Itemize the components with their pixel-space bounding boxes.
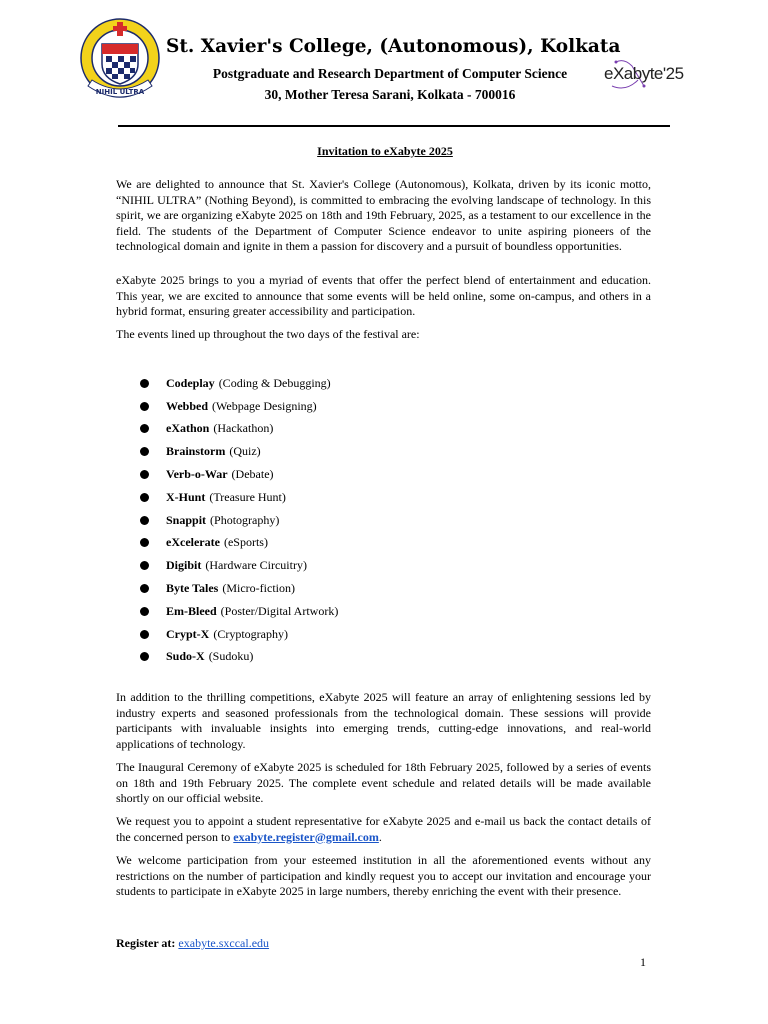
event-name: Byte Tales xyxy=(166,581,219,596)
events-lined-up-text: The events lined up throughout the two days of the festival are: xyxy=(116,327,420,341)
crest-motto: NIHIL ULTRA xyxy=(95,88,145,96)
event-description: (Webpage Designing) xyxy=(212,398,317,413)
header-divider xyxy=(118,125,670,127)
list-item xyxy=(140,600,338,623)
list-item xyxy=(140,532,338,555)
event-description: (Photography) xyxy=(210,512,280,527)
request-text-end: . xyxy=(378,829,382,844)
event-name: Sudo-X xyxy=(166,649,205,664)
list-item xyxy=(140,440,338,463)
event-description: (Hackathon) xyxy=(213,421,274,436)
bullet-icon xyxy=(140,652,149,661)
event-description: (eSports) xyxy=(223,535,268,550)
event-name: Webbed xyxy=(166,398,209,413)
bullet-icon xyxy=(140,447,149,456)
request-text: We request you to appoint a student representative for eXabyte 2025 and e-mail us back the contact details of the concerned person to xyxy=(116,814,651,844)
event-description: (Quiz) xyxy=(229,444,261,459)
event-name: Crypt-X xyxy=(166,626,210,641)
list-item xyxy=(140,395,338,418)
event-description: (Poster/Digital Artwork) xyxy=(220,603,339,618)
event-name: eXcelerate xyxy=(166,535,220,550)
bullet-icon xyxy=(140,561,149,570)
event-description: (Cryptography) xyxy=(213,626,288,641)
event-name: Em-Bleed xyxy=(166,603,217,618)
event-name: Brainstorm xyxy=(166,444,226,459)
document-title: Invitation to eXabyte 2025 xyxy=(317,144,453,158)
event-name: X-Hunt xyxy=(166,489,206,504)
list-item xyxy=(140,646,338,669)
department-name: Postgraduate and Research Department of Computer Science xyxy=(212,66,568,81)
bullet-icon xyxy=(140,538,149,547)
event-name: Snappit xyxy=(166,512,207,527)
events-intro-paragraph: eXabyte 2025 brings to you a myriad of events that offer the perfect blend of entertainment and education. This year, we are excited to announce that some events will be held online, some on-campus, and others in a hybrid format, ensuring greater accessibility and participation. xyxy=(116,273,651,318)
list-item xyxy=(140,463,338,486)
event-name: eXathon xyxy=(166,421,210,436)
bullet-icon xyxy=(140,424,149,433)
event-description: (Coding & Debugging) xyxy=(218,375,331,390)
bullet-icon xyxy=(140,630,149,639)
list-item xyxy=(140,577,338,600)
page-number: 1 xyxy=(640,955,646,969)
bullet-icon xyxy=(140,402,149,411)
college-name: St. Xavier's College, (Autonomous), Kolkata xyxy=(166,36,621,57)
inaugural-paragraph: The Inaugural Ceremony of eXabyte 2025 is scheduled for 18th February 2025, followed by a series of events on 18th and 19th February 2025. The complete event schedule and related details will be made available shortly on our official website. xyxy=(116,760,651,805)
intro-paragraph: We are delighted to announce that St. Xavier's College (Autonomous), Kolkata, driven by its iconic motto, “NIHIL ULTRA” (Nothing Beyond), is committed to embracing the evolving landscape of technology. In this spirit, we are organizing eXabyte 2025 on 18th and 19th February, 2025, as a testament to our excellence in the field. The students of the Department of Computer Science endeavor to unite aspiring pioneers of the technological domain and ignite in them a passion for discovery and a pursuit of boundless opportunities. xyxy=(116,177,651,253)
list-item xyxy=(140,418,338,441)
bullet-icon xyxy=(140,584,149,593)
event-description: (Micro-fiction) xyxy=(222,581,295,596)
exabyte-logo-text: eXabyte'25 xyxy=(604,64,684,83)
bullet-icon xyxy=(140,493,149,502)
register-website-link[interactable]: exabyte.sxccal.edu xyxy=(178,936,270,950)
list-item xyxy=(140,509,338,532)
sessions-paragraph: In addition to the thrilling competitions, eXabyte 2025 will feature an array of enlightening sessions led by industry experts and seasoned professionals from the technological domain. These sessions will provide participants with invaluable insights into emerging trends, cutting-edge innovations, and real-world applications of technology. xyxy=(116,690,651,751)
register-label: Register at: xyxy=(116,936,176,950)
event-description: (Sudoku) xyxy=(208,649,254,664)
list-item xyxy=(140,554,338,577)
list-item xyxy=(140,486,338,509)
list-item xyxy=(140,623,338,646)
event-name: Verb-o-War xyxy=(166,467,228,482)
welcome-paragraph: We welcome participation from your esteemed institution in all the aforementioned events without any restrictions on the number of participation and kindly request you to accept our invitation and encourage your students to participate in eXabyte 2025 in large numbers, thereby enriching the event with their presence. xyxy=(116,853,651,898)
register-line xyxy=(116,936,269,951)
bullet-icon xyxy=(140,607,149,616)
event-description: (Hardware Circuitry) xyxy=(205,558,307,573)
college-crest-logo xyxy=(78,18,162,104)
bullet-icon xyxy=(140,516,149,525)
list-item xyxy=(140,372,338,395)
exabyte-logo xyxy=(604,56,700,94)
register-email-link[interactable]: exabyte.register@gmail.com xyxy=(233,829,379,844)
bullet-icon xyxy=(140,379,149,388)
event-description: (Debate) xyxy=(231,467,274,482)
event-name: Digibit xyxy=(166,558,202,573)
events-list xyxy=(140,372,338,668)
event-description: (Treasure Hunt) xyxy=(209,489,286,504)
event-name: Codeplay xyxy=(166,375,215,390)
college-address: 30, Mother Teresa Sarani, Kolkata - 700016 xyxy=(264,87,516,102)
bullet-icon xyxy=(140,470,149,479)
request-paragraph xyxy=(116,814,651,845)
